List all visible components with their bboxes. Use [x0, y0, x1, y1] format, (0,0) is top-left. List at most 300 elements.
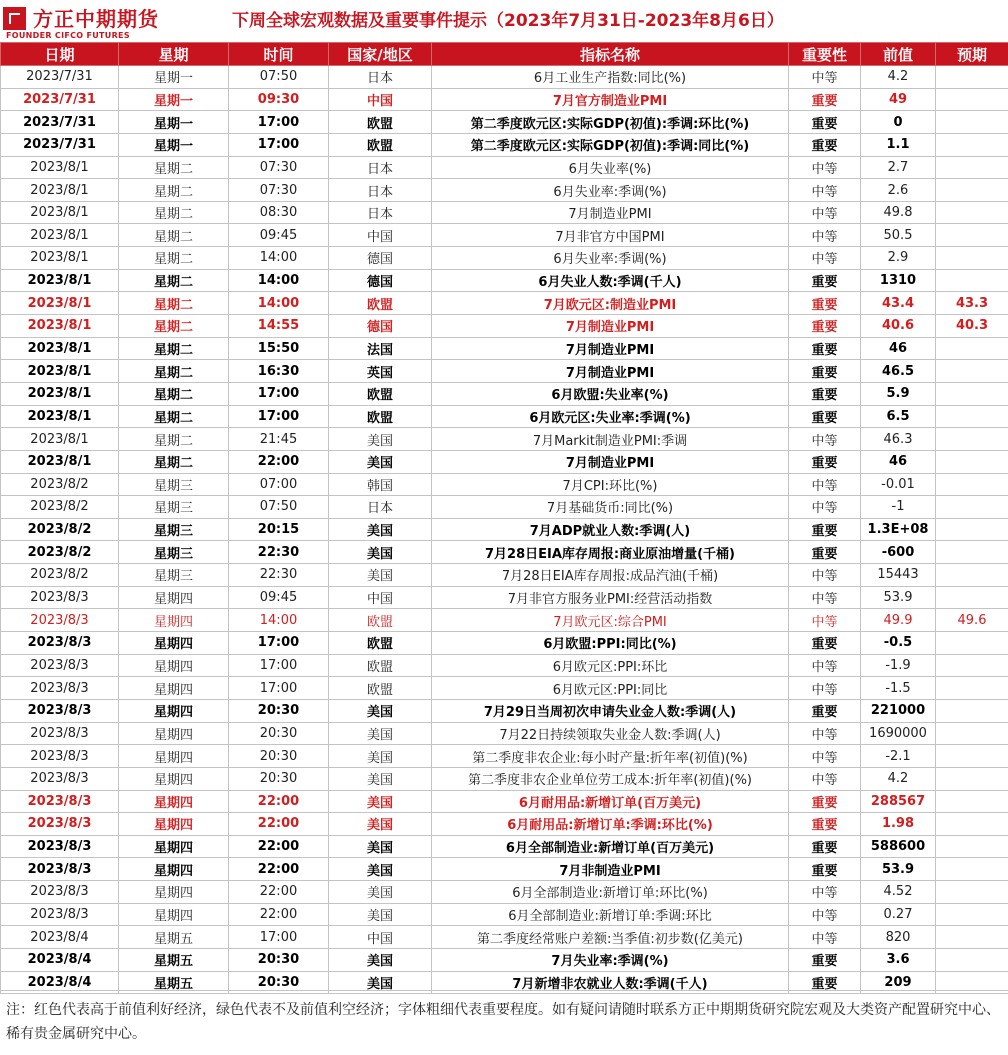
forecast-cell	[936, 450, 1008, 473]
weekday-cell: 星期四	[119, 632, 229, 655]
forecast-cell	[936, 564, 1008, 587]
importance-cell: 中等	[789, 564, 861, 587]
indicator-cell: 7月基础货币:同比(%)	[432, 496, 789, 519]
previous-cell: 820	[861, 926, 936, 949]
importance-cell: 中等	[789, 247, 861, 270]
previous-cell: 43.4	[861, 292, 936, 315]
importance-cell: 重要	[789, 133, 861, 156]
country-cell: 美国	[329, 541, 432, 564]
date-cell: 2023/8/3	[1, 722, 119, 745]
indicator-cell: 7月非制造业PMI	[432, 858, 789, 881]
importance-cell: 重要	[789, 699, 861, 722]
previous-cell: 49	[861, 88, 936, 111]
indicator-cell: 7月Markit制造业PMI:季调	[432, 428, 789, 451]
date-cell: 2023/8/1	[1, 224, 119, 247]
weekday-cell: 星期四	[119, 767, 229, 790]
date-cell: 2023/8/1	[1, 315, 119, 338]
country-cell: 美国	[329, 835, 432, 858]
importance-cell: 重要	[789, 292, 861, 315]
previous-cell: 588600	[861, 835, 936, 858]
table-row	[1, 518, 1008, 541]
time-cell: 17:00	[229, 677, 329, 700]
indicator-cell: 6月耐用品:新增订单(百万美元)	[432, 790, 789, 813]
forecast-cell	[936, 382, 1008, 405]
date-cell: 2023/8/3	[1, 767, 119, 790]
footnote-text: 注：红色代表高于前值利好经济，绿色代表不及前值利空经济；字体粗细代表重要程度。如有疑问请随时联系方正中期期货研究院宏观及大类资产配置研究中心、稀有贵金属研究中心。	[0, 991, 1008, 1046]
table-row	[1, 881, 1008, 904]
importance-cell: 重要	[789, 269, 861, 292]
indicator-cell: 6月失业率:季调(%)	[432, 247, 789, 270]
date-cell: 2023/8/3	[1, 699, 119, 722]
country-cell: 日本	[329, 201, 432, 224]
previous-cell: 46	[861, 450, 936, 473]
previous-cell: 1690000	[861, 722, 936, 745]
date-cell: 2023/8/2	[1, 564, 119, 587]
table-row	[1, 405, 1008, 428]
importance-cell: 重要	[789, 337, 861, 360]
table-row	[1, 813, 1008, 836]
date-cell: 2023/8/2	[1, 473, 119, 496]
table-row	[1, 66, 1008, 89]
forecast-cell	[936, 111, 1008, 134]
importance-cell: 中等	[789, 473, 861, 496]
forecast-cell	[936, 247, 1008, 270]
table-row	[1, 156, 1008, 179]
indicator-cell: 7月制造业PMI	[432, 201, 789, 224]
importance-cell: 中等	[789, 881, 861, 904]
date-cell: 2023/8/1	[1, 360, 119, 383]
header-weekday: 星期	[119, 43, 229, 66]
forecast-cell	[936, 948, 1008, 971]
country-cell: 中国	[329, 224, 432, 247]
date-cell: 2023/8/3	[1, 881, 119, 904]
indicator-cell: 7月失业率:季调(%)	[432, 948, 789, 971]
forecast-cell	[936, 654, 1008, 677]
date-cell: 2023/8/3	[1, 790, 119, 813]
previous-cell: 221000	[861, 699, 936, 722]
table-row	[1, 677, 1008, 700]
weekday-cell: 星期五	[119, 948, 229, 971]
time-cell: 09:45	[229, 586, 329, 609]
forecast-cell	[936, 428, 1008, 451]
indicator-cell: 第二季度非农企业:每小时产量:折年率(初值)(%)	[432, 745, 789, 768]
time-cell: 14:00	[229, 269, 329, 292]
previous-cell: 4.52	[861, 881, 936, 904]
forecast-cell	[936, 858, 1008, 881]
date-cell: 2023/8/1	[1, 156, 119, 179]
weekday-cell: 星期二	[119, 179, 229, 202]
table-row	[1, 767, 1008, 790]
forecast-cell	[936, 541, 1008, 564]
table-row	[1, 133, 1008, 156]
importance-cell: 重要	[789, 813, 861, 836]
importance-cell: 重要	[789, 518, 861, 541]
indicator-cell: 6月全部制造业:新增订单:环比(%)	[432, 881, 789, 904]
time-cell: 20:30	[229, 745, 329, 768]
weekday-cell: 星期五	[119, 971, 229, 994]
table-row	[1, 903, 1008, 926]
importance-cell: 中等	[789, 179, 861, 202]
indicator-cell: 6月全部制造业:新增订单:季调:环比	[432, 903, 789, 926]
weekday-cell: 星期三	[119, 564, 229, 587]
country-cell: 美国	[329, 858, 432, 881]
page-title: 下周全球宏观数据及重要事件提示（2023年7月31日-2023年8月6日）	[232, 6, 784, 31]
previous-cell: -1	[861, 496, 936, 519]
time-cell: 20:15	[229, 518, 329, 541]
previous-cell: 4.2	[861, 767, 936, 790]
country-cell: 欧盟	[329, 292, 432, 315]
country-cell: 美国	[329, 903, 432, 926]
country-cell: 美国	[329, 450, 432, 473]
logo-name: 方正中期期货	[33, 3, 159, 32]
date-cell: 2023/8/1	[1, 337, 119, 360]
previous-cell: 50.5	[861, 224, 936, 247]
indicator-cell: 7月欧元区:综合PMI	[432, 609, 789, 632]
weekday-cell: 星期二	[119, 360, 229, 383]
indicator-cell: 7月非官方中国PMI	[432, 224, 789, 247]
importance-cell: 重要	[789, 360, 861, 383]
time-cell: 16:30	[229, 360, 329, 383]
country-cell: 欧盟	[329, 133, 432, 156]
country-cell: 韩国	[329, 473, 432, 496]
indicator-cell: 7月22日持续领取失业金人数:季调(人)	[432, 722, 789, 745]
forecast-cell	[936, 926, 1008, 949]
weekday-cell: 星期四	[119, 790, 229, 813]
forecast-cell	[936, 133, 1008, 156]
country-cell: 美国	[329, 767, 432, 790]
time-cell: 22:30	[229, 541, 329, 564]
indicator-cell: 7月制造业PMI	[432, 360, 789, 383]
header-indicator: 指标名称	[432, 43, 789, 66]
weekday-cell: 星期二	[119, 428, 229, 451]
indicator-cell: 6月欧元区:PPI:同比	[432, 677, 789, 700]
time-cell: 07:00	[229, 473, 329, 496]
time-cell: 09:30	[229, 88, 329, 111]
time-cell: 20:30	[229, 699, 329, 722]
indicator-cell: 7月官方制造业PMI	[432, 88, 789, 111]
indicator-cell: 7月欧元区:制造业PMI	[432, 292, 789, 315]
weekday-cell: 星期一	[119, 111, 229, 134]
time-cell: 17:00	[229, 382, 329, 405]
time-cell: 22:00	[229, 835, 329, 858]
date-cell: 2023/8/3	[1, 813, 119, 836]
table-row	[1, 564, 1008, 587]
previous-cell: 288567	[861, 790, 936, 813]
table-row	[1, 179, 1008, 202]
time-cell: 14:00	[229, 247, 329, 270]
country-cell: 欧盟	[329, 677, 432, 700]
date-cell: 2023/8/3	[1, 745, 119, 768]
indicator-cell: 7月ADP就业人数:季调(人)	[432, 518, 789, 541]
country-cell: 美国	[329, 971, 432, 994]
importance-cell: 中等	[789, 66, 861, 89]
importance-cell: 中等	[789, 201, 861, 224]
country-cell: 法国	[329, 337, 432, 360]
forecast-cell	[936, 745, 1008, 768]
importance-cell: 重要	[789, 835, 861, 858]
importance-cell: 重要	[789, 450, 861, 473]
indicator-cell: 7月制造业PMI	[432, 450, 789, 473]
date-cell: 2023/8/2	[1, 541, 119, 564]
table-row	[1, 315, 1008, 338]
time-cell: 20:30	[229, 767, 329, 790]
indicator-cell: 6月耐用品:新增订单:季调:环比(%)	[432, 813, 789, 836]
weekday-cell: 星期三	[119, 496, 229, 519]
date-cell: 2023/8/3	[1, 654, 119, 677]
indicator-cell: 6月全部制造业:新增订单(百万美元)	[432, 835, 789, 858]
date-cell: 2023/7/31	[1, 111, 119, 134]
country-cell: 美国	[329, 564, 432, 587]
importance-cell: 中等	[789, 586, 861, 609]
date-cell: 2023/8/1	[1, 382, 119, 405]
date-cell: 2023/8/1	[1, 269, 119, 292]
time-cell: 20:30	[229, 722, 329, 745]
weekday-cell: 星期二	[119, 337, 229, 360]
previous-cell: -1.9	[861, 654, 936, 677]
weekday-cell: 星期二	[119, 269, 229, 292]
forecast-cell: 49.6	[936, 609, 1008, 632]
date-cell: 2023/8/1	[1, 292, 119, 315]
importance-cell: 重要	[789, 88, 861, 111]
forecast-cell	[936, 767, 1008, 790]
time-cell: 17:00	[229, 632, 329, 655]
time-cell: 07:50	[229, 66, 329, 89]
table-row	[1, 858, 1008, 881]
forecast-cell	[936, 677, 1008, 700]
previous-cell: 2.9	[861, 247, 936, 270]
country-cell: 美国	[329, 745, 432, 768]
country-cell: 美国	[329, 699, 432, 722]
previous-cell: -1.5	[861, 677, 936, 700]
importance-cell: 中等	[789, 903, 861, 926]
time-cell: 15:50	[229, 337, 329, 360]
weekday-cell: 星期二	[119, 292, 229, 315]
table-row	[1, 473, 1008, 496]
forecast-cell	[936, 632, 1008, 655]
weekday-cell: 星期四	[119, 858, 229, 881]
weekday-cell: 星期二	[119, 201, 229, 224]
importance-cell: 中等	[789, 609, 861, 632]
importance-cell: 重要	[789, 858, 861, 881]
table-row	[1, 201, 1008, 224]
time-cell: 22:00	[229, 903, 329, 926]
indicator-cell: 7月制造业PMI	[432, 337, 789, 360]
time-cell: 14:00	[229, 292, 329, 315]
table-row	[1, 269, 1008, 292]
importance-cell: 中等	[789, 224, 861, 247]
previous-cell: 46	[861, 337, 936, 360]
weekday-cell: 星期一	[119, 66, 229, 89]
forecast-cell	[936, 224, 1008, 247]
table-row	[1, 790, 1008, 813]
indicator-cell: 7月29日当周初次申请失业金人数:季调(人)	[432, 699, 789, 722]
country-cell: 美国	[329, 813, 432, 836]
table-row	[1, 699, 1008, 722]
time-cell: 22:00	[229, 858, 329, 881]
country-cell: 日本	[329, 66, 432, 89]
date-cell: 2023/8/4	[1, 971, 119, 994]
importance-cell: 中等	[789, 428, 861, 451]
previous-cell: -2.1	[861, 745, 936, 768]
header-previous: 前值	[861, 43, 936, 66]
country-cell: 德国	[329, 269, 432, 292]
forecast-cell	[936, 813, 1008, 836]
country-cell: 美国	[329, 518, 432, 541]
country-cell: 中国	[329, 586, 432, 609]
importance-cell: 中等	[789, 926, 861, 949]
importance-cell: 中等	[789, 767, 861, 790]
importance-cell: 重要	[789, 111, 861, 134]
weekday-cell: 星期四	[119, 835, 229, 858]
importance-cell: 重要	[789, 541, 861, 564]
time-cell: 17:00	[229, 133, 329, 156]
header-time: 时间	[229, 43, 329, 66]
date-cell: 2023/8/3	[1, 586, 119, 609]
previous-cell: 0.27	[861, 903, 936, 926]
previous-cell: 1.3E+08	[861, 518, 936, 541]
table-row	[1, 835, 1008, 858]
forecast-cell	[936, 835, 1008, 858]
previous-cell: 5.9	[861, 382, 936, 405]
indicator-cell: 第二季度欧元区:实际GDP(初值):季调:环比(%)	[432, 111, 789, 134]
country-cell: 美国	[329, 881, 432, 904]
header-date: 日期	[1, 43, 119, 66]
indicator-cell: 6月失业率(%)	[432, 156, 789, 179]
country-cell: 美国	[329, 428, 432, 451]
time-cell: 17:00	[229, 405, 329, 428]
previous-cell: -600	[861, 541, 936, 564]
time-cell: 20:30	[229, 971, 329, 994]
weekday-cell: 星期四	[119, 745, 229, 768]
weekday-cell: 星期四	[119, 881, 229, 904]
header-country: 国家/地区	[329, 43, 432, 66]
forecast-cell	[936, 66, 1008, 89]
weekday-cell: 星期一	[119, 133, 229, 156]
time-cell: 22:00	[229, 450, 329, 473]
importance-cell: 中等	[789, 722, 861, 745]
time-cell: 14:00	[229, 609, 329, 632]
weekday-cell: 星期二	[119, 224, 229, 247]
indicator-cell: 第二季度欧元区:实际GDP(初值):季调:同比(%)	[432, 133, 789, 156]
country-cell: 欧盟	[329, 609, 432, 632]
importance-cell: 重要	[789, 382, 861, 405]
logo-english-name: FOUNDER CIFCO FUTURES	[6, 31, 130, 40]
time-cell: 07:30	[229, 156, 329, 179]
table-row	[1, 632, 1008, 655]
indicator-cell: 7月28日EIA库存周报:商业原油增量(千桶)	[432, 541, 789, 564]
previous-cell: 209	[861, 971, 936, 994]
table-row	[1, 450, 1008, 473]
time-cell: 17:00	[229, 926, 329, 949]
weekday-cell: 星期四	[119, 654, 229, 677]
forecast-cell	[936, 473, 1008, 496]
weekday-cell: 星期三	[119, 518, 229, 541]
table-row	[1, 541, 1008, 564]
previous-cell: 46.3	[861, 428, 936, 451]
weekday-cell: 星期五	[119, 926, 229, 949]
importance-cell: 中等	[789, 745, 861, 768]
forecast-cell	[936, 179, 1008, 202]
table-row	[1, 654, 1008, 677]
indicator-cell: 6月欧盟:失业率(%)	[432, 382, 789, 405]
date-cell: 2023/8/4	[1, 948, 119, 971]
date-cell: 2023/8/3	[1, 632, 119, 655]
forecast-cell	[936, 790, 1008, 813]
date-cell: 2023/8/3	[1, 858, 119, 881]
forecast-cell	[936, 201, 1008, 224]
indicator-cell: 第二季度经常账户差额:当季值:初步数(亿美元)	[432, 926, 789, 949]
table-row	[1, 111, 1008, 134]
country-cell: 欧盟	[329, 405, 432, 428]
previous-cell: 53.9	[861, 586, 936, 609]
forecast-cell	[936, 496, 1008, 519]
forecast-cell	[936, 881, 1008, 904]
header-forecast: 预期	[936, 43, 1008, 66]
country-cell: 英国	[329, 360, 432, 383]
time-cell: 17:00	[229, 111, 329, 134]
previous-cell: 2.7	[861, 156, 936, 179]
weekday-cell: 星期四	[119, 903, 229, 926]
country-cell: 日本	[329, 496, 432, 519]
previous-cell: -0.01	[861, 473, 936, 496]
previous-cell: 2.6	[861, 179, 936, 202]
table-row	[1, 948, 1008, 971]
indicator-cell: 6月失业率:季调(%)	[432, 179, 789, 202]
date-cell: 2023/7/31	[1, 66, 119, 89]
date-cell: 2023/8/3	[1, 903, 119, 926]
date-cell: 2023/8/1	[1, 450, 119, 473]
previous-cell: 46.5	[861, 360, 936, 383]
weekday-cell: 星期三	[119, 473, 229, 496]
weekday-cell: 星期二	[119, 247, 229, 270]
indicator-cell: 7月28日EIA库存周报:成品汽油(千桶)	[432, 564, 789, 587]
indicator-cell: 7月CPI:环比(%)	[432, 473, 789, 496]
events-table	[0, 42, 1008, 994]
indicator-cell: 6月欧元区:失业率:季调(%)	[432, 405, 789, 428]
weekday-cell: 星期一	[119, 88, 229, 111]
date-cell: 2023/8/3	[1, 835, 119, 858]
header	[0, 0, 1008, 42]
date-cell: 2023/8/1	[1, 247, 119, 270]
time-cell: 14:55	[229, 315, 329, 338]
forecast-cell	[936, 88, 1008, 111]
table-row	[1, 586, 1008, 609]
forecast-cell	[936, 903, 1008, 926]
country-cell: 美国	[329, 790, 432, 813]
indicator-cell: 7月非官方服务业PMI:经营活动指数	[432, 586, 789, 609]
previous-cell: 49.8	[861, 201, 936, 224]
country-cell: 中国	[329, 926, 432, 949]
weekday-cell: 星期四	[119, 677, 229, 700]
date-cell: 2023/8/1	[1, 428, 119, 451]
previous-cell: 1.98	[861, 813, 936, 836]
forecast-cell	[936, 699, 1008, 722]
previous-cell: 15443	[861, 564, 936, 587]
indicator-cell: 6月欧盟:PPI:同比(%)	[432, 632, 789, 655]
time-cell: 09:45	[229, 224, 329, 247]
forecast-cell	[936, 156, 1008, 179]
importance-cell: 中等	[789, 654, 861, 677]
forecast-cell	[936, 269, 1008, 292]
country-cell: 欧盟	[329, 654, 432, 677]
table-row	[1, 722, 1008, 745]
weekday-cell: 星期二	[119, 156, 229, 179]
weekday-cell: 星期二	[119, 450, 229, 473]
date-cell: 2023/8/3	[1, 609, 119, 632]
weekday-cell: 星期二	[119, 405, 229, 428]
country-cell: 欧盟	[329, 111, 432, 134]
date-cell: 2023/8/3	[1, 677, 119, 700]
